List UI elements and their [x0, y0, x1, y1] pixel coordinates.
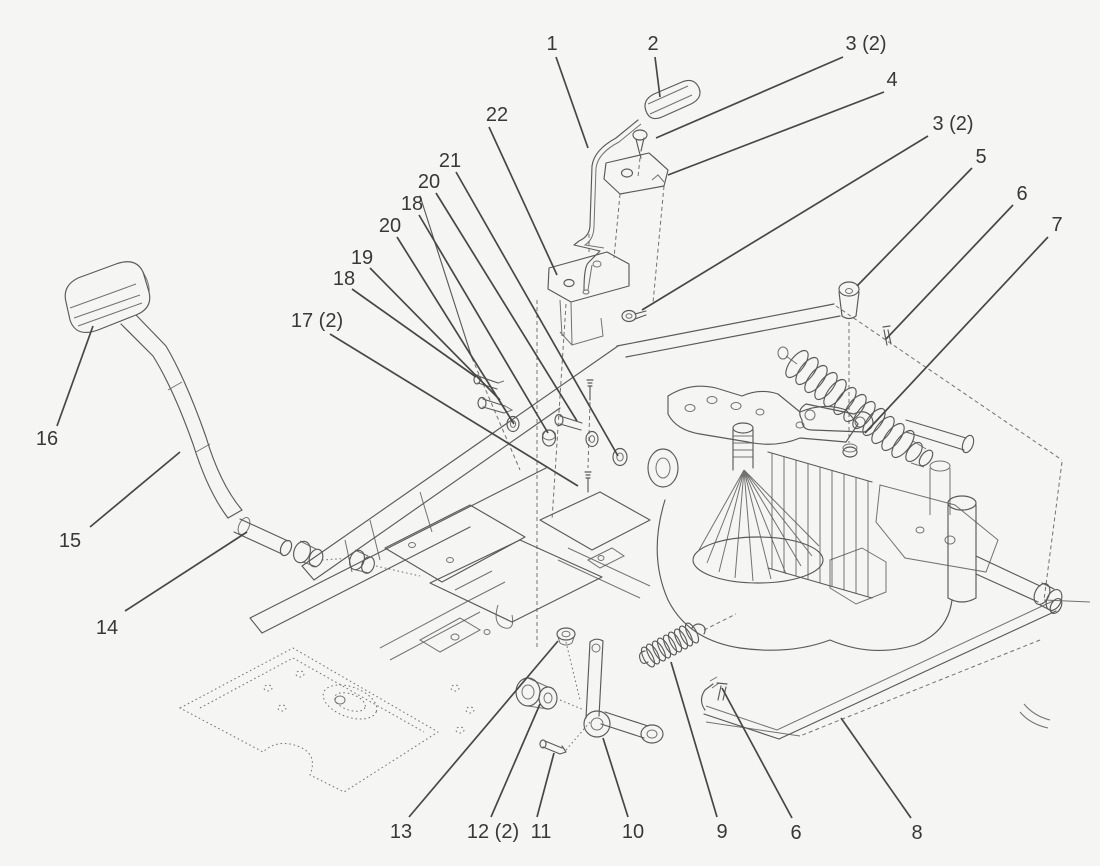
callout-3-right-leader — [642, 136, 928, 310]
callout-4-label: 4 — [886, 69, 898, 91]
shift-rod-assembly — [548, 80, 700, 520]
callout-3-top-label: 3 (2) — [845, 33, 887, 55]
callout-2-leader — [655, 57, 660, 97]
fan-cone — [693, 423, 823, 583]
callout-6-right-label: 6 — [1016, 183, 1028, 205]
callout-5-leader — [857, 168, 972, 286]
screw-3-upper — [633, 130, 647, 140]
callout-11-leader — [537, 753, 554, 817]
callout-18-lower-label: 18 — [332, 268, 356, 290]
callout-10-label: 10 — [621, 821, 645, 843]
callout-20-lower-label: 20 — [378, 215, 402, 237]
callout-17-leader — [330, 334, 578, 486]
callout-18-upper-label: 18 — [400, 193, 424, 215]
callout-3-top-leader — [656, 57, 843, 138]
callout-14-leader — [125, 532, 247, 611]
callout-15-leader — [90, 452, 180, 527]
callout-3-right-label: 3 (2) — [932, 113, 974, 135]
callout-6-bottom-label: 6 — [790, 822, 802, 844]
handle-shaft — [234, 519, 288, 554]
callout-13-label: 13 — [389, 821, 413, 843]
callout-16-label: 16 — [35, 428, 59, 450]
callout-1-label: 1 — [546, 33, 558, 55]
callout-1-leader — [556, 57, 588, 148]
callout-14-label: 14 — [95, 617, 119, 639]
callout-6-right-leader — [886, 205, 1013, 339]
callout-11-label: 11 — [530, 821, 552, 843]
callout-13-leader — [409, 641, 558, 817]
cooling-fins — [768, 452, 872, 598]
callout-15-label: 15 — [58, 530, 82, 552]
callout-10-leader — [603, 738, 628, 817]
callout-9-leader — [671, 662, 717, 817]
handle-lever — [121, 324, 228, 518]
callout-19-label: 19 — [350, 247, 374, 269]
extension-spring — [639, 614, 736, 669]
floor-pan — [180, 648, 474, 792]
callout-20-upper-leader — [436, 193, 577, 421]
transaxle — [648, 282, 1065, 650]
callout-8-leader — [841, 718, 911, 818]
callout-7-leader — [865, 237, 1048, 433]
callout-9-label: 9 — [716, 821, 728, 843]
callout-2-label: 2 — [647, 33, 659, 55]
shift-rod — [574, 120, 638, 290]
callout-22-leader — [489, 127, 557, 275]
bracket-22 — [548, 252, 629, 302]
callout-19-leader — [370, 268, 500, 400]
callout-8-label: 8 — [911, 822, 923, 844]
bushing — [516, 678, 584, 710]
screw-3-lower — [622, 311, 636, 322]
bell-crank — [584, 639, 663, 743]
brake-linkage — [516, 597, 1064, 754]
brake-rod — [702, 597, 1065, 739]
clevis-pin — [540, 722, 590, 754]
bracket-4 — [604, 153, 668, 194]
flange-nut — [557, 628, 575, 640]
callouts-layer — [36, 33, 1063, 844]
callout-5-label: 5 — [975, 146, 987, 168]
callout-12-leader — [491, 704, 540, 817]
callout-12-label: 12 (2) — [466, 821, 520, 843]
callout-17-label: 17 (2) — [290, 310, 344, 332]
handle-grip — [65, 262, 150, 333]
callout-7-label: 7 — [1051, 214, 1063, 236]
callout-22-label: 22 — [485, 104, 509, 126]
callout-20-upper-label: 20 — [417, 171, 441, 193]
shift-handle — [65, 262, 420, 576]
callout-21-label: 21 — [438, 150, 462, 172]
callout-4-leader — [668, 92, 884, 175]
callout-16-leader — [57, 326, 93, 426]
callout-6-bottom-leader — [722, 688, 792, 818]
